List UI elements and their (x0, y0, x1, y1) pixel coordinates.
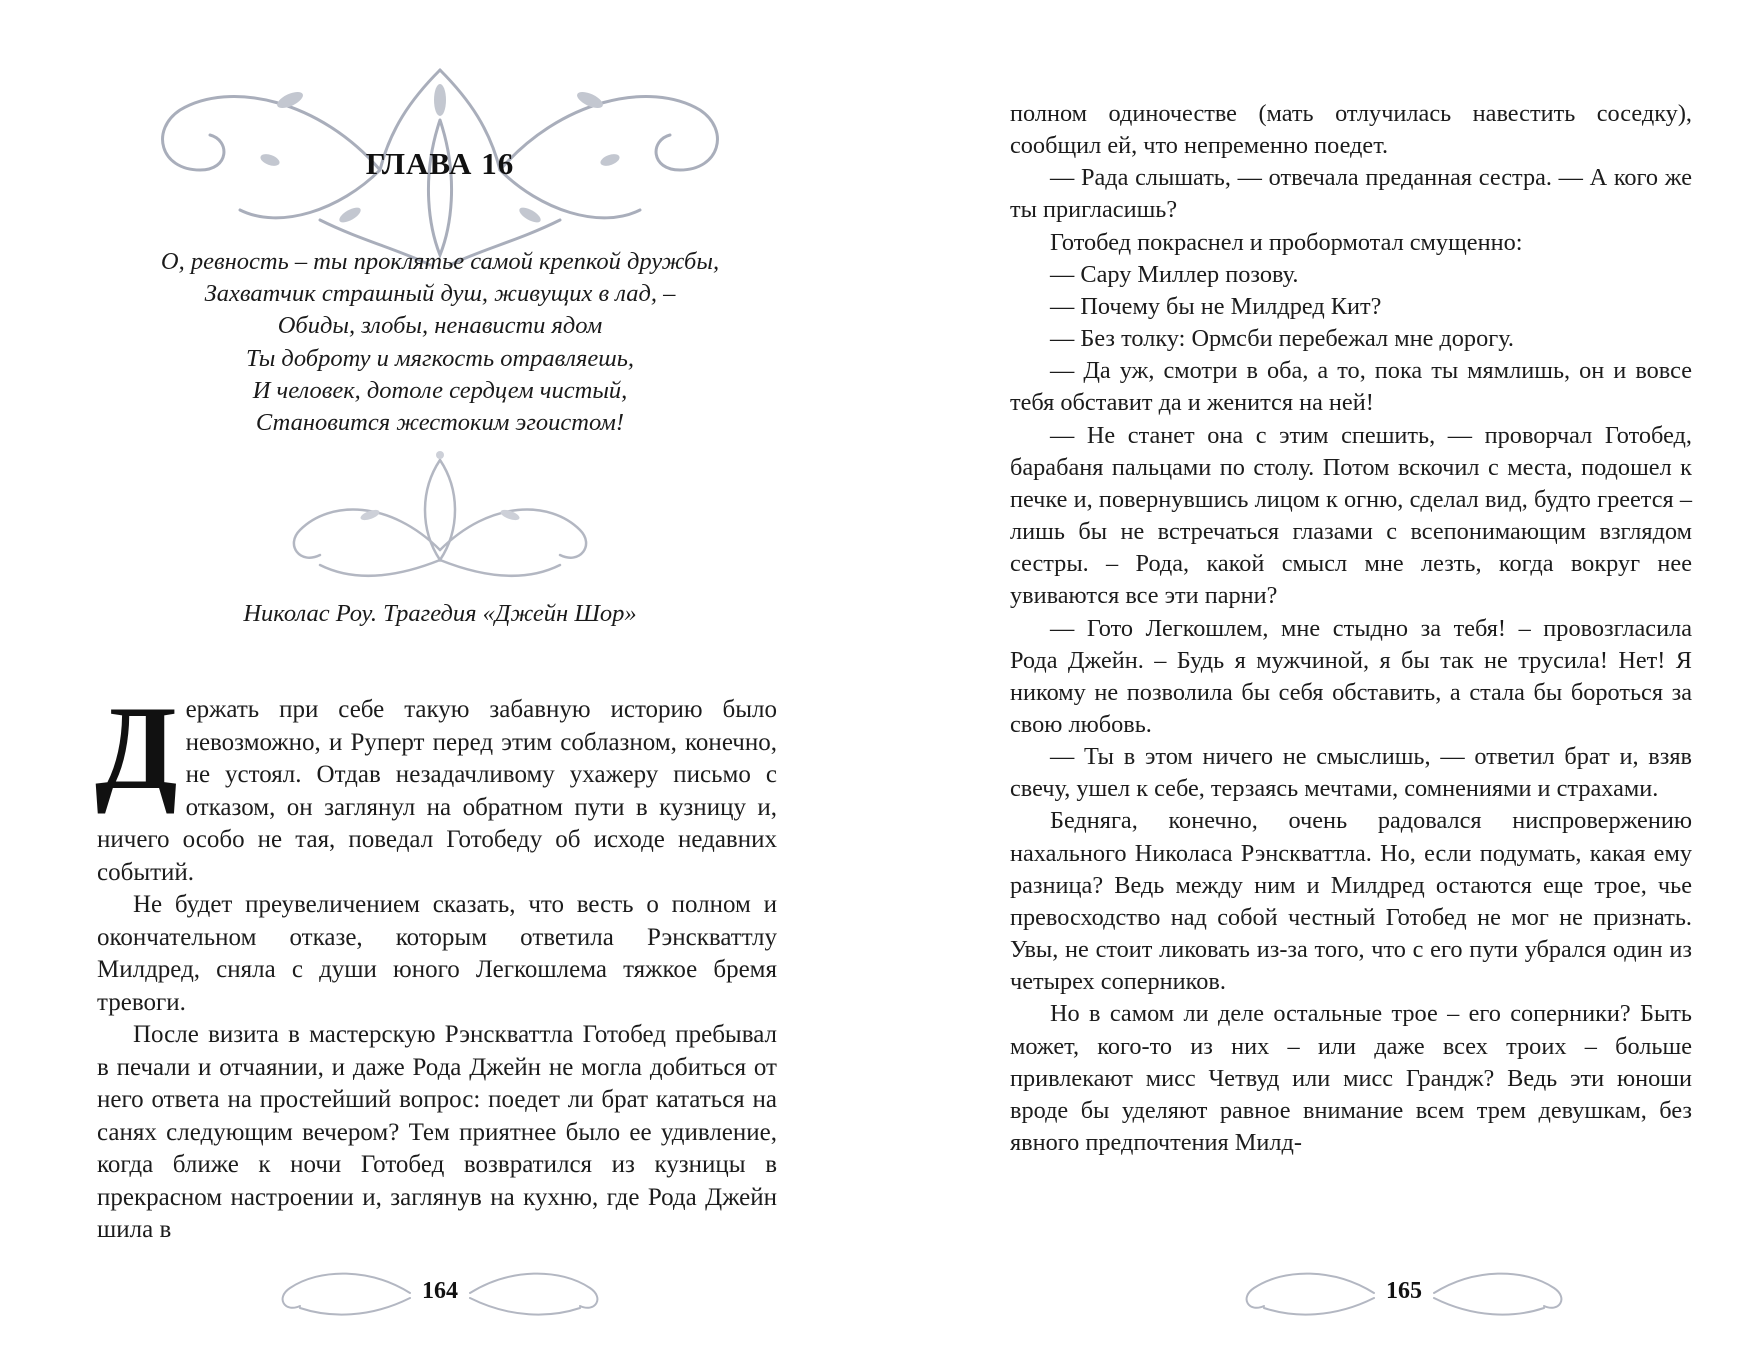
paragraph: Готобед покраснел и пробормотал смущенно: (1050, 228, 1523, 256)
paragraph: После визита в мастерскую Рэнскваттла Готобед пребывал в печали и отчаянии, и даже Рода Джейн не могла добиться от него ответа на простейший вопрос: поедет ли брат кататься на санях следующим вечером? Тем приятнее было ее удивление, когда ближе к ночи Готобед возвратился из кузницы в прекрасном настроении и, заглянув на кухню, где Рода Джейн шила в (97, 1021, 777, 1243)
paragraph: полном одиночестве (мать отлучилась навестить соседку), сообщил ей, что непременно поедет. (1010, 100, 1692, 160)
paragraph (95, 681, 777, 889)
epigraph-ornament (270, 440, 610, 590)
paragraph: Бедняга, конечно, очень радовался ниспровержению нахального Николаса Рэнскваттла. Но, если подумать, какая ему разница? Ведь между ним и Милдред остаются еще трое, чье превосходство над собой честный Готобед не мог не признать. Увы, не стоит ликовать из-за того, что с его пути убрался один из четырех соперников. (1010, 807, 1692, 996)
paragraph: Не будет преувеличением сказать, что весть о полном и окончательном отказе, которым ответила Рэнскваттлу Милдред, сняла с души юного Легкошлема тяжкое бремя тревоги. (97, 891, 777, 1016)
right-page (874, 0, 1748, 1368)
paragraph-text: ержать при себе такую забавную историю было невозможно, и Руперт перед этим соблазном, конечно, не устоял. Отдав незадачливому ухажеру письмо с отказом, он заглянул на обратном пути в кузницу и, ничего особо не тая, поведал Готобеду об исходе недавних событий. (97, 696, 777, 886)
epigraph-line: Захватчик страшный душ, живущих в лад, – (204, 280, 676, 308)
paragraph: — Не станет она с этим спешить, — проворчал Готобед, барабаня пальцами по столу. Потом вскочил с места, подошел к печке и, повернувшись лицом к огню, сделал вид, будто греется – лишь бы не встречаться глазами с всепонимающим взглядом сестры. – Рода, какой смысл мне лезть, когда вокруг нее увиваются все эти парни? (1010, 421, 1692, 610)
paragraph: — Без толку: Ормсби перебежал мне дорогу. (1050, 325, 1514, 353)
left-body-text (95, 681, 777, 1247)
chapter-title: ГЛАВА 16 (365, 146, 515, 181)
page-number: 165 (1386, 1278, 1422, 1304)
paragraph: — Гото Легкошлем, мне стыдно за тебя! – провозгласила Рода Джейн. – Будь я мужчиной, я бы так не трусила! Нет! Я никому не позволила бы себя обставить, а стала бы бороться за свою любовь. (1010, 614, 1692, 738)
right-body-text (1010, 98, 1692, 1159)
epigraph-line: Становится жестоким эгоистом! (255, 409, 625, 437)
paragraph: — Почему бы не Милдред Кит? (1050, 292, 1382, 320)
epigraph (80, 246, 800, 439)
paragraph: Но в самом ли деле остальные трое – его соперники? Быть может, кого-то из них – или даже всех троих – больше привлекают мисс Четвуд или мисс Грандж? Ведь эти юноши вроде бы уделяют равное внимание всем трем девушкам, без явного предпочтения Милд- (1010, 1000, 1692, 1156)
epigraph-line: О, ревность – ты проклятье самой крепкой дружбы, (160, 248, 720, 275)
paragraph: — Рада слышать, — отвечала преданная сестра. — А кого же ты пригласишь? (1010, 164, 1692, 224)
epigraph-line: Ты доброту и мягкость отравляешь, (245, 344, 635, 372)
paragraph: — Да уж, смотри в оба, а то, пока ты мямлишь, он и вовсе тебя обставит да и женится на ней! (1010, 357, 1692, 417)
epigraph-line: И человек, дотоле сердцем чистый, (252, 376, 628, 404)
page-number: 164 (422, 1278, 458, 1304)
epigraph-line: Обиды, злобы, ненависти ядом (277, 312, 603, 340)
paragraph: — Сару Миллер позову. (1050, 260, 1299, 288)
paragraph: — Ты в этом ничего не смыслишь, — ответил брат и, взяв свечу, ушел к себе, терзаясь мечтами, сомнениями и страхами. (1010, 743, 1692, 803)
epigraph-attribution: Николас Роу. Трагедия «Джейн Шор» (243, 600, 637, 627)
drop-cap: Д (95, 681, 178, 814)
